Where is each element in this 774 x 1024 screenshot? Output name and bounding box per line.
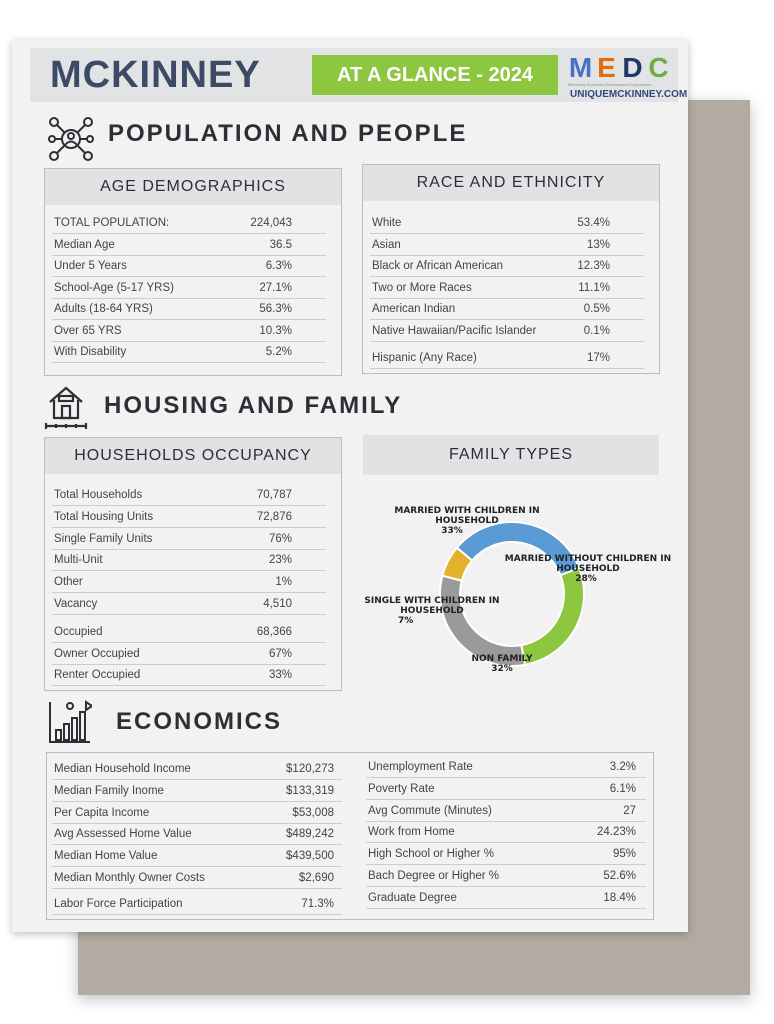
age-demographics-value: 27.1% [259,281,292,294]
households-occupancy-row [52,664,326,686]
label-married-with-children [382,506,552,536]
age-demographics-row [52,255,326,277]
age-demographics-value: 10.3% [259,324,292,337]
households-occupancy-value: 1% [275,576,292,589]
households-occupancy-label: Total Households [54,489,143,501]
households-occupancy-value: 68,366 [256,625,292,638]
race-ethnicity-row [370,298,644,320]
economics-right-row [366,887,646,909]
economics-left-row [52,893,342,915]
economics-right-value: 27 [623,804,636,817]
households-occupancy-label: Renter Occupied [54,669,141,682]
households-occupancy-row [52,484,326,506]
race-ethnicity-value: 17% [586,352,610,364]
race-ethnicity-heading: RACE AND ETHNICITY [363,165,659,201]
economics-left-label: Labor Force Participation [54,897,183,910]
economics-right-value: 95% [612,848,636,861]
housing-section-title: HOUSING AND FAMILY [104,392,403,419]
age-demographics-label: Median Age [54,238,115,251]
economics-left-label: Per Capita Income [54,806,150,819]
households-occupancy-label: Owner Occupied [54,647,140,660]
households-occupancy-value: 4,510 [263,598,292,610]
age-demographics-label: TOTAL POPULATION: [54,217,170,229]
households-occupancy-value: 67% [268,647,292,660]
label-married-without-children-value: 28% [575,574,597,584]
people-network-icon [48,116,94,162]
economics-section-title: ECONOMICS [116,708,283,735]
label-non-family-name: NON FAMILY [471,654,533,664]
age-demographics-label: With Disability [54,346,127,358]
header-banner [30,48,688,102]
house-icon [44,384,88,430]
race-ethnicity-value: 12.3% [577,260,610,272]
family-types-heading: FAMILY TYPES [448,446,574,463]
age-demographics-row [52,212,326,234]
economics-left-value: $53,008 [292,806,334,819]
age-demographics-row [52,320,326,342]
logo-letter-e: E [597,52,617,83]
households-occupancy-value: 33% [268,669,292,682]
economics-right-label: Poverty Rate [368,782,435,795]
economics-left-value: $133,319 [286,784,334,797]
label-married-with-children-value: 33% [441,526,463,536]
economics-right-value: 6.1% [609,782,636,795]
households-occupancy-row [52,528,326,550]
race-ethnicity-label: White [372,217,402,229]
households-occupancy-row [52,506,326,528]
age-demographics-label: Adults (18-64 YRS) [54,303,153,315]
households-occupancy-label: Other [54,576,83,589]
at-a-glance-tag: AT A GLANCE - 2024 [312,55,558,95]
households-occupancy-label: Vacancy [54,598,98,610]
race-ethnicity-value: 53.4% [577,217,610,229]
economics-left-label: Median Household Income [54,763,191,775]
economics-left-label: Median Family Inome [54,784,164,797]
economics-left-label: Median Home Value [54,850,158,863]
economics-left-row [52,780,342,802]
fact-sheet-page [12,40,688,932]
households-occupancy-heading: HOUSEHOLDS OCCUPANCY [45,438,341,474]
city-title: MCKINNEY [50,54,261,96]
economics-right-label: Unemployment Rate [368,761,473,773]
households-occupancy-label: Single Family Units [54,532,153,545]
economics-right-value: 18.4% [603,891,636,904]
label-married-without-children-name: MARRIED WITHOUT CHILDREN IN HOUSEHOLD [504,554,672,574]
economics-right-label: Work from Home [368,826,455,839]
economics-left-row [52,823,342,845]
economics-right-label: Graduate Degree [368,891,457,904]
economics-left-row [52,845,342,867]
economics-left-label: Avg Assessed Home Value [54,828,192,841]
households-occupancy-value: 23% [268,554,292,567]
age-demographics-label: Under 5 Years [54,260,127,272]
economics-left-value: $2,690 [298,872,334,884]
economics-right-value: 52.6% [603,870,636,882]
economics-left-value: $439,500 [286,850,334,863]
households-occupancy-row [52,593,326,615]
age-demographics-label: Over 65 YRS [54,324,122,337]
label-single-with-children [354,596,510,626]
age-demographics-value: 36.5 [269,238,292,251]
economics-left-value: $489,242 [286,828,334,841]
households-occupancy-row [52,643,326,665]
economics-right-row [366,843,646,865]
households-occupancy-row [52,571,326,593]
age-demographics-value: 6.3% [265,260,292,272]
age-demographics-row [52,277,326,299]
race-ethnicity-label: Native Hawaiian/Pacific Islander [372,324,537,337]
economics-right-row [366,756,646,778]
households-occupancy-value: 76% [268,532,292,545]
households-occupancy-value: 72,876 [256,510,292,523]
households-occupancy-label: Occupied [54,625,103,638]
economics-right-label: Bach Degree or Higher % [368,870,500,882]
race-ethnicity-value: 11.1% [578,281,610,294]
households-occupancy-label: Total Housing Units [54,510,154,523]
economics-left-row [52,802,342,824]
race-ethnicity-row [370,347,644,369]
economics-right-label: Avg Commute (Minutes) [368,804,492,817]
economics-right-row [366,865,646,887]
age-demographics-row [52,234,326,256]
race-ethnicity-value: 13% [586,238,610,251]
economics-right-row [366,800,646,822]
age-demographics-heading: AGE DEMOGRAPHICS [45,169,341,205]
economics-right-value: 24.23% [596,826,636,839]
economics-left-value: 71.3% [301,897,334,910]
households-occupancy-row [52,549,326,571]
age-demographics-label: School-Age (5-17 YRS) [54,281,174,294]
race-ethnicity-row [370,255,644,277]
label-single-with-children-value: 7% [398,616,414,626]
race-ethnicity-label: Hispanic (Any Race) [372,352,477,364]
race-ethnicity-label: Black or African American [372,260,504,272]
logo-letter-d: D [622,52,644,83]
family-types-heading-bar [363,435,659,475]
economics-right-row [366,821,646,843]
households-occupancy-row [52,621,326,643]
race-ethnicity-label: Two or More Races [372,281,472,294]
label-married-without-children [498,554,678,584]
logo-letter-c: C [648,52,670,83]
bar-chart-person-icon [48,700,92,746]
race-ethnicity-value: 0.5% [583,303,610,315]
age-demographics-value: 56.3% [259,303,292,315]
race-ethnicity-row [370,277,644,299]
race-ethnicity-label: American Indian [372,303,456,315]
race-ethnicity-row [370,320,644,342]
households-occupancy-label: Multi-Unit [54,554,103,567]
households-occupancy-value: 70,787 [256,489,292,501]
label-married-with-children-name: MARRIED WITH CHILDREN IN HOUSEHOLD [394,506,540,526]
age-demographics-value: 5.2% [265,346,292,358]
label-single-with-children-name: SINGLE WITH CHILDREN IN HOUSEHOLD [364,596,500,616]
economics-left-row [52,867,342,889]
economics-left-value: $120,273 [286,763,334,775]
race-ethnicity-row [370,234,644,256]
age-demographics-value: 224,043 [250,217,292,229]
economics-left-label: Median Monthly Owner Costs [54,872,205,884]
economics-right-value: 3.2% [609,761,636,773]
population-section-title: POPULATION AND PEOPLE [108,120,468,147]
family-types-donut-chart [432,514,592,674]
logo-url: UNIQUEMCKINNEY.COM [570,89,688,100]
race-ethnicity-row [370,212,644,234]
logo-subtitle: McKinney Economic Development Corporation [568,82,651,87]
age-demographics-row [52,341,326,363]
economics-right-row [366,778,646,800]
age-demographics-row [52,298,326,320]
logo-letter-m: M [568,52,594,83]
medc-logo [568,52,672,84]
label-non-family-value: 32% [491,664,513,674]
economics-right-label: High School or Higher % [368,848,494,861]
race-ethnicity-label: Asian [372,238,401,251]
race-ethnicity-value: 0.1% [583,324,610,337]
economics-left-row [52,758,342,780]
label-non-family [452,654,552,674]
